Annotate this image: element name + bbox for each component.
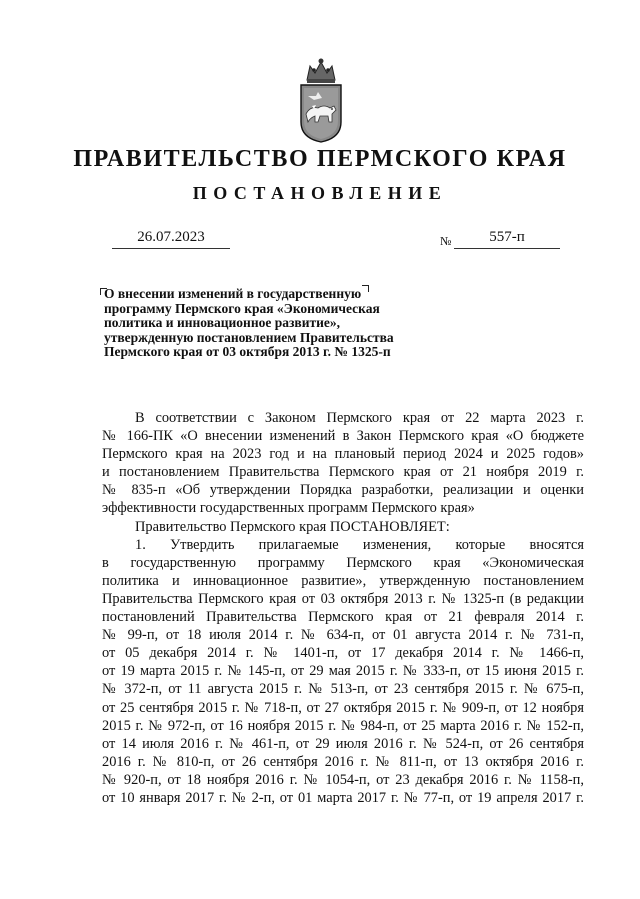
body-line: в государственную программу Пермского края «Экономическая xyxy=(102,554,584,571)
body-line: В соответствии с Законом Пермского края от 22 марта 2023 г. xyxy=(135,410,584,426)
document-subject xyxy=(104,287,434,360)
document-body xyxy=(102,409,584,807)
organization-title: ПРАВИТЕЛЬСТВО ПЕРМСКОГО КРАЯ xyxy=(73,146,567,172)
body-line: № 920-п, от 18 ноября 2016 г. № 1054-п, от 23 декабря 2016 г. № 1158-п, xyxy=(102,771,584,788)
subject-line: политика и инновационное развитие», xyxy=(104,315,341,331)
document-number: 557-п xyxy=(489,229,525,245)
body-line: политика и инновационное развитие», утвержденную постановлением xyxy=(102,572,584,589)
body-line: от 19 марта 2015 г. № 145-п, от 29 мая 2015 г. № 333-п, от 15 июня 2015 г. xyxy=(102,663,584,680)
body-line: и постановлением Правительства Пермского края от 21 ноября 2019 г. xyxy=(102,464,584,481)
document-date: 26.07.2023 xyxy=(137,229,205,245)
date-underline xyxy=(112,248,230,249)
body-line: № 166-ПК «О внесении изменений в Закон Пермского края «О бюджете xyxy=(102,428,584,445)
body-line: эффективности государственных программ Пермского края» xyxy=(102,500,475,517)
body-line: Правительство Пермского края ПОСТАНОВЛЯЕТ: xyxy=(135,518,450,535)
body-line: от 05 декабря 2014 г. № 1401-п, от 17 декабря 2014 г. № 1466-п, xyxy=(102,645,584,662)
body-line: от 25 сентября 2015 г. № 718-п, от 27 октября 2015 г. № 909-п, от 12 ноября xyxy=(102,699,584,716)
body-line: 1. Утвердить прилагаемые изменения, которые вносятся xyxy=(135,536,584,553)
body-line: № 99-п, от 18 июля 2014 г. № 634-п, от 01 августа 2014 г. № 731-п, xyxy=(102,627,584,644)
body-line: 2015 г. № 972-п, от 16 ноября 2015 г. № 984-п, от 25 марта 2016 г. № 152-п, xyxy=(102,717,584,734)
body-line: Правительства Пермского края от 03 октября 2013 г. № 1325-п (в редакции xyxy=(102,590,584,607)
subject-line: утвержденную постановлением Правительства xyxy=(104,329,394,345)
subject-line: Пермского края от 03 октября 2013 г. № 1325-п xyxy=(104,344,391,360)
body-line: постановлений Правительства Пермского края от 21 февраля 2014 г. xyxy=(102,609,584,626)
number-sign: № xyxy=(440,234,452,248)
subject-line: О внесении изменений в государственную xyxy=(104,286,362,301)
number-underline xyxy=(454,248,560,249)
document-type-title: ПОСТАНОВЛЕНИЕ xyxy=(192,183,448,203)
body-line: № 835-п «Об утверждении Порядка разработки, реализации и оценки xyxy=(102,482,584,499)
body-line: от 14 июля 2016 г. № 461-п, от 29 июля 2016 г. № 524-п, от 26 сентября xyxy=(102,735,584,752)
subject-line: программу Пермского края «Экономическая xyxy=(104,300,380,316)
body-line: 2016 г. № 810-п, от 26 сентября 2016 г. № 811-п, от 13 октября 2016 г. xyxy=(102,753,584,770)
coat-of-arms-emblem xyxy=(298,56,344,144)
body-line: № 372-п, от 11 августа 2015 г. № 513-п, от 23 сентября 2015 г. № 675-п, xyxy=(102,681,584,698)
body-line: от 10 января 2017 г. № 2-п, от 01 марта 2017 г. № 77-п, от 19 апреля 2017 г. xyxy=(102,789,584,806)
body-line: Пермского края на 2023 год и на плановый период 2024 и 2025 годов» xyxy=(102,446,584,463)
